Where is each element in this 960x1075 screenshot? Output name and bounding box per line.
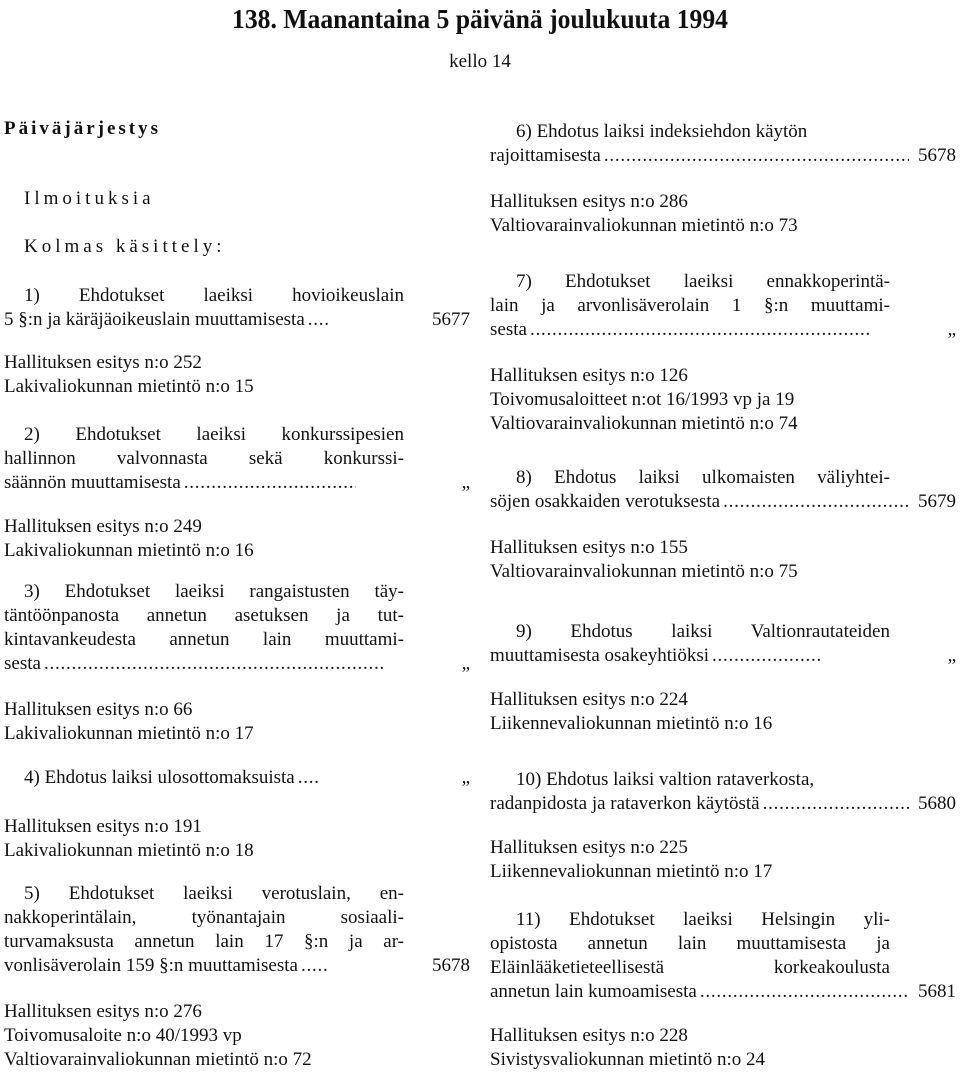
page-number: 5680	[918, 793, 956, 814]
reference-line: Hallituksen esitys n:o 286	[490, 191, 688, 212]
reference-block	[490, 688, 772, 736]
reference-line: Sivistysvaliokunnan mietintö n:o 24	[490, 1049, 765, 1070]
item-text-line: 3) Ehdotukset laeiksi rangaistusten täy-	[24, 581, 404, 602]
reference-line: Hallituksen esitys n:o 225	[490, 837, 688, 858]
reference-line: Hallituksen esitys n:o 252	[4, 352, 202, 373]
item-text-line: radanpidosta ja rataverkon käytöstä . . . 5680	[490, 792, 956, 816]
item-text-line: sesta . . . „	[490, 318, 956, 342]
agenda-item	[4, 882, 470, 978]
session-time: kello 14	[449, 51, 511, 72]
page-number: 5679	[918, 491, 956, 512]
reference-line: Lakivaliokunnan mietintö n:o 15	[4, 376, 254, 397]
reference-line: Liikennevaliokunnan mietintö n:o 16	[490, 713, 773, 734]
agenda-item	[4, 284, 470, 332]
reference-line: Valtiovarainvaliokunnan mietintö n:o 75	[490, 561, 798, 582]
page-number: „	[461, 653, 470, 674]
dot-leader	[530, 318, 870, 342]
dot-leader	[723, 490, 909, 514]
reference-line: Hallituksen esitys n:o 228	[490, 1025, 688, 1046]
reference-line: Lakivaliokunnan mietintö n:o 17	[4, 723, 254, 744]
reference-line: Valtiovarainvaliokunnan mietintö n:o 72	[4, 1049, 312, 1070]
page-title: 138. Maanantaina 5 päivänä joulukuuta 1994	[231, 4, 729, 34]
item-text-line: 5) Ehdotukset laeiksi verotuslain, en-	[24, 883, 404, 904]
agenda-item	[490, 120, 956, 168]
reference-block	[4, 351, 254, 399]
dot-leader	[44, 652, 384, 676]
item-text-line: täntöönpanosta annetun asetuksen ja tut-	[4, 605, 404, 626]
reference-block	[4, 698, 254, 746]
reference-line: Hallituksen esitys n:o 224	[490, 689, 688, 710]
reference-line: Hallituksen esitys n:o 276	[4, 1001, 202, 1022]
reference-line: Hallituksen esitys n:o 126	[490, 365, 688, 386]
announcements-heading: Ilmoituksia	[24, 188, 155, 209]
item-text-line: 4) Ehdotus laiksi ulosottomaksuista . . . „	[4, 766, 470, 790]
page-number: „	[947, 645, 956, 666]
reference-block	[4, 515, 254, 563]
dot-leader	[301, 954, 327, 978]
item-text-line: annetun lain kumoamisesta . . . 5681	[490, 980, 956, 1004]
dot-leader	[700, 980, 909, 1004]
item-text-line: 2) Ehdotukset laeiksi konkurssipesien	[24, 424, 404, 445]
reference-line: Valtiovarainvaliokunnan mietintö n:o 73	[490, 215, 798, 236]
item-text-line: söjen osakkaiden verotuksesta . . . 5679	[490, 490, 956, 514]
item-text-line: 7) Ehdotukset laeiksi ennakkoperintä-	[516, 271, 890, 292]
reference-line: Lakivaliokunnan mietintö n:o 18	[4, 840, 254, 861]
reference-line: Toivomusaloite n:o 40/1993 vp	[4, 1025, 242, 1046]
page-number: 5681	[918, 981, 956, 1002]
item-text-line: 9) Ehdotus laiksi Valtionrautateiden	[516, 621, 890, 642]
agenda-item	[490, 768, 956, 816]
page-number: 5678	[918, 145, 956, 166]
dot-leader	[308, 308, 330, 332]
reference-line: Liikennevaliokunnan mietintö n:o 17	[490, 861, 773, 882]
agenda-item	[490, 908, 956, 1004]
reference-block	[4, 815, 254, 863]
reference-line: Valtiovarainvaliokunnan mietintö n:o 74	[490, 413, 798, 434]
reference-line: Toivomusaloitteet n:ot 16/1993 vp ja 19	[490, 389, 795, 410]
reference-block	[490, 536, 798, 584]
item-text-line: 1) Ehdotukset laeiksi hovioikeuslain	[24, 285, 404, 306]
item-text-line: säännön muuttamisesta . . . „	[4, 471, 470, 495]
reference-line: Hallituksen esitys n:o 191	[4, 816, 202, 837]
item-text-line: kintavankeudesta annetun lain muuttami-	[4, 629, 404, 650]
agenda-heading: Päiväjärjestys	[4, 118, 162, 139]
item-text-line: sesta . . . „	[4, 652, 470, 676]
reference-line: Lakivaliokunnan mietintö n:o 16	[4, 540, 254, 561]
page-number: „	[461, 767, 470, 788]
agenda-item	[490, 620, 956, 668]
item-text-line: Eläinlääketieteellisestä korkeakoulusta	[490, 957, 890, 978]
reference-line: Hallituksen esitys n:o 249	[4, 516, 202, 537]
item-text-line: rajoittamisesta . . . 5678	[490, 144, 956, 168]
page-number: „	[461, 472, 470, 493]
item-text-line: hallinnon valvonnasta sekä konkurssi-	[4, 448, 404, 469]
reference-block	[490, 364, 798, 436]
item-text-line: lain ja arvonlisäverolain 1 §:n muuttami-	[490, 295, 890, 316]
reference-line: Hallituksen esitys n:o 66	[4, 699, 193, 720]
dot-leader	[184, 471, 356, 495]
item-text-line: vonlisäverolain 159 §:n muuttamisesta . . . 5678	[4, 954, 470, 978]
third-reading-heading: Kolmas käsittely:	[24, 236, 226, 257]
dot-leader	[763, 792, 909, 816]
item-text-line: 10) Ehdotus laiksi valtion rataverkosta,	[516, 769, 815, 790]
reference-block	[490, 1024, 765, 1072]
agenda-item	[4, 423, 470, 495]
item-text-line: 8) Ehdotus laiksi ulkomaisten väliyhtei-	[516, 467, 890, 488]
item-text-line: 6) Ehdotus laiksi indeksiehdon käytön	[516, 121, 808, 142]
dot-leader	[712, 644, 822, 668]
item-text-line: 11) Ehdotukset laeiksi Helsingin yli-	[516, 909, 890, 930]
reference-line: Hallituksen esitys n:o 155	[490, 537, 688, 558]
item-text-line: muuttamisesta osakeyhtiöksi . . . „	[490, 644, 956, 668]
agenda-item	[4, 580, 470, 676]
page-number: 5678	[432, 955, 470, 976]
agenda-item	[490, 270, 956, 342]
dot-leader	[604, 144, 909, 168]
dot-leader	[298, 766, 320, 790]
item-text-line: opistosta annetun lain muuttamisesta ja	[490, 933, 890, 954]
item-text-line: 5 §:n ja käräjäoikeuslain muuttamisesta . . . 5677	[4, 308, 470, 332]
reference-block	[4, 1000, 312, 1072]
reference-block	[490, 190, 798, 238]
page-number: 5677	[432, 309, 470, 330]
item-text-line: nakkoperintälain, työnantajain sosiaali-	[4, 907, 404, 928]
page-number: „	[947, 319, 956, 340]
item-text-line: turvamaksusta annetun lain 17 §:n ja ar-	[4, 931, 404, 952]
reference-block	[490, 836, 772, 884]
agenda-item	[4, 766, 470, 790]
agenda-item	[490, 466, 956, 514]
